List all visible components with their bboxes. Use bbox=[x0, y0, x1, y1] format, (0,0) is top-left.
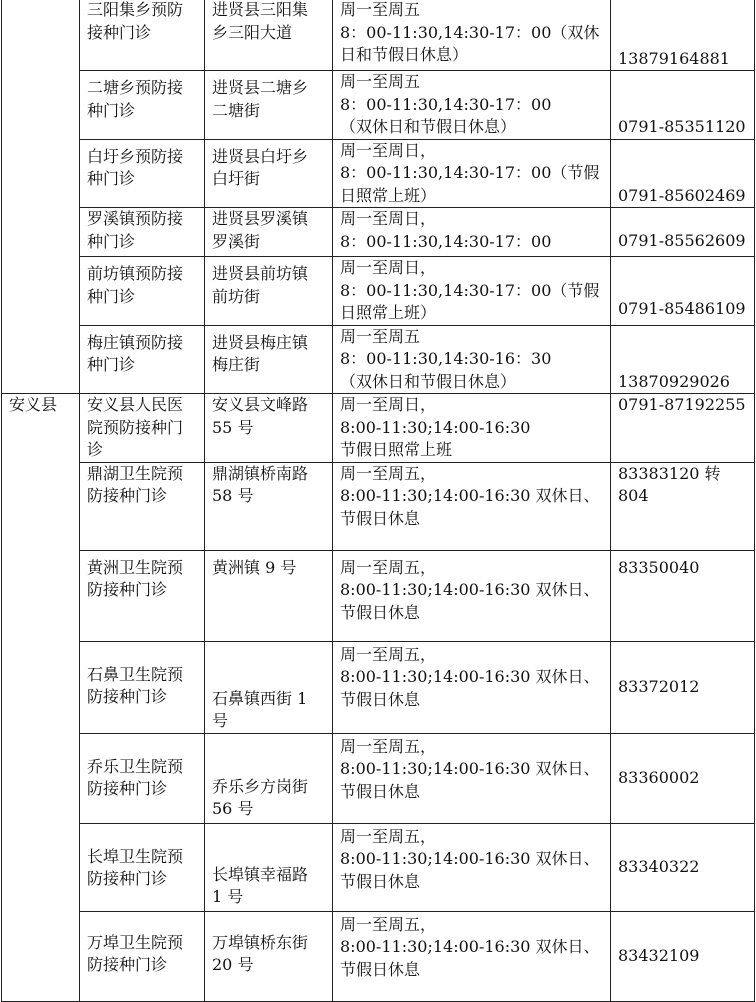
phone-cell: 83340322 bbox=[611, 823, 755, 911]
address-cell: 安义县文峰路 55 号 bbox=[205, 394, 333, 463]
phone-cell: 83372012 bbox=[611, 641, 755, 733]
phone-cell: 0791-85602469 bbox=[611, 139, 755, 208]
phone-cell: 13879164881 bbox=[611, 0, 755, 71]
table-row bbox=[2, 257, 755, 326]
county-cell bbox=[2, 823, 80, 911]
table-row bbox=[2, 394, 755, 463]
county-cell bbox=[2, 462, 80, 550]
table-row bbox=[2, 0, 755, 71]
table-row bbox=[2, 550, 755, 641]
hours-cell: 周一至周五 8：00-11:30,14:30-17：00 （双休日和节假日休息） bbox=[333, 71, 611, 140]
clinic-name-cell: 前坊镇预防接 种门诊 bbox=[80, 257, 205, 326]
county-cell bbox=[2, 911, 80, 1001]
address-cell: 进贤县二塘乡 二塘街 bbox=[205, 71, 333, 140]
phone-cell: 0791-85486109 bbox=[611, 257, 755, 326]
table-row bbox=[2, 733, 755, 823]
county-cell bbox=[2, 641, 80, 733]
clinic-name-cell: 鼎湖卫生院预 防接种门诊 bbox=[80, 462, 205, 550]
phone-cell: 83383120 转 804 bbox=[611, 462, 755, 550]
hours-cell: 周一至周日， 8：00-11:30,14:30-17：00（节假 日照常上班） bbox=[333, 139, 611, 208]
clinic-name-cell: 长埠卫生院预 防接种门诊 bbox=[80, 823, 205, 911]
hours-cell: 周一至周日， 8：00-11:30,14:30-17：00 bbox=[333, 208, 611, 257]
clinic-name-cell: 乔乐卫生院预 防接种门诊 bbox=[80, 733, 205, 823]
address-cell: 万埠镇桥东街 20 号 bbox=[205, 911, 333, 1001]
phone-cell: 0791-87192255 bbox=[611, 394, 755, 463]
county-cell bbox=[2, 257, 80, 326]
clinic-name-cell: 万埠卫生院预 防接种门诊 bbox=[80, 911, 205, 1001]
county-cell bbox=[2, 139, 80, 208]
hours-cell: 周一至周五， 8:00-11:30;14:00-16:30 双休日、 节假日休息 bbox=[333, 911, 611, 1001]
table-row bbox=[2, 641, 755, 733]
clinic-name-cell: 安义县人民医 院预防接种门 诊 bbox=[80, 394, 205, 463]
address-cell: 黄洲镇 9 号 bbox=[205, 550, 333, 641]
hours-cell: 周一至周五， 8:00-11:30;14:00-16:30 双休日、 节假日休息 bbox=[333, 823, 611, 911]
hours-cell: 周一至周五 8：00-11:30,14:30-17：00（双休 日和节假日休息） bbox=[333, 0, 611, 71]
county-cell bbox=[2, 208, 80, 257]
phone-cell: 0791-85562609 bbox=[611, 208, 755, 257]
clinic-name-cell: 黄洲卫生院预 防接种门诊 bbox=[80, 550, 205, 641]
clinic-name-cell: 罗溪镇预防接 种门诊 bbox=[80, 208, 205, 257]
county-cell bbox=[2, 325, 80, 394]
county-cell bbox=[2, 733, 80, 823]
clinic-name-cell: 石鼻卫生院预 防接种门诊 bbox=[80, 641, 205, 733]
clinic-name-cell: 白圩乡预防接 种门诊 bbox=[80, 139, 205, 208]
hours-cell: 周一至周日， 8:00-11:30;14:00-16:30 节假日照常上班 bbox=[333, 394, 611, 463]
phone-cell: 83350040 bbox=[611, 550, 755, 641]
clinic-name-cell: 二塘乡预防接 种门诊 bbox=[80, 71, 205, 140]
address-cell: 进贤县罗溪镇 罗溪街 bbox=[205, 208, 333, 257]
county-cell bbox=[2, 550, 80, 641]
county-cell: 安义县 bbox=[2, 394, 80, 463]
address-cell: 乔乐乡方岗街 56 号 bbox=[205, 733, 333, 823]
county-cell bbox=[2, 71, 80, 140]
table-row bbox=[2, 325, 755, 394]
hours-cell: 周一至周五 8：00-11:30,14:30-16：30 （双休日和节假日休息） bbox=[333, 325, 611, 394]
county-cell bbox=[2, 0, 80, 71]
table-row bbox=[2, 139, 755, 208]
address-cell: 进贤县三阳集 乡三阳大道 bbox=[205, 0, 333, 71]
hours-cell: 周一至周五， 8:00-11:30;14:00-16:30 双休日、 节假日休息 bbox=[333, 462, 611, 550]
clinic-table bbox=[1, 0, 755, 1002]
address-cell: 进贤县前坊镇 前坊街 bbox=[205, 257, 333, 326]
clinic-name-cell: 梅庄镇预防接 种门诊 bbox=[80, 325, 205, 394]
address-cell: 长埠镇幸福路 1 号 bbox=[205, 823, 333, 911]
hours-cell: 周一至周五， 8:00-11:30;14:00-16:30 双休日、 节假日休息 bbox=[333, 641, 611, 733]
address-cell: 进贤县白圩乡 白圩街 bbox=[205, 139, 333, 208]
phone-cell: 83360002 bbox=[611, 733, 755, 823]
address-cell: 石鼻镇西街 1 号 bbox=[205, 641, 333, 733]
phone-cell: 13870929026 bbox=[611, 325, 755, 394]
hours-cell: 周一至周日， 8：00-11:30,14:30-17：00（节假 日照常上班） bbox=[333, 257, 611, 326]
table-row bbox=[2, 208, 755, 257]
phone-cell: 0791-85351120 bbox=[611, 71, 755, 140]
hours-cell: 周一至周五， 8:00-11:30;14:00-16:30 双休日、 节假日休息 bbox=[333, 733, 611, 823]
address-cell: 进贤县梅庄镇 梅庄街 bbox=[205, 325, 333, 394]
phone-cell: 83432109 bbox=[611, 911, 755, 1001]
table-row bbox=[2, 911, 755, 1001]
address-cell: 鼎湖镇桥南路 58 号 bbox=[205, 462, 333, 550]
clinic-name-cell: 三阳集乡预防 接种门诊 bbox=[80, 0, 205, 71]
hours-cell: 周一至周五， 8:00-11:30;14:00-16:30 双休日、 节假日休息 bbox=[333, 550, 611, 641]
table-row bbox=[2, 823, 755, 911]
table-row bbox=[2, 462, 755, 550]
table-row bbox=[2, 71, 755, 140]
